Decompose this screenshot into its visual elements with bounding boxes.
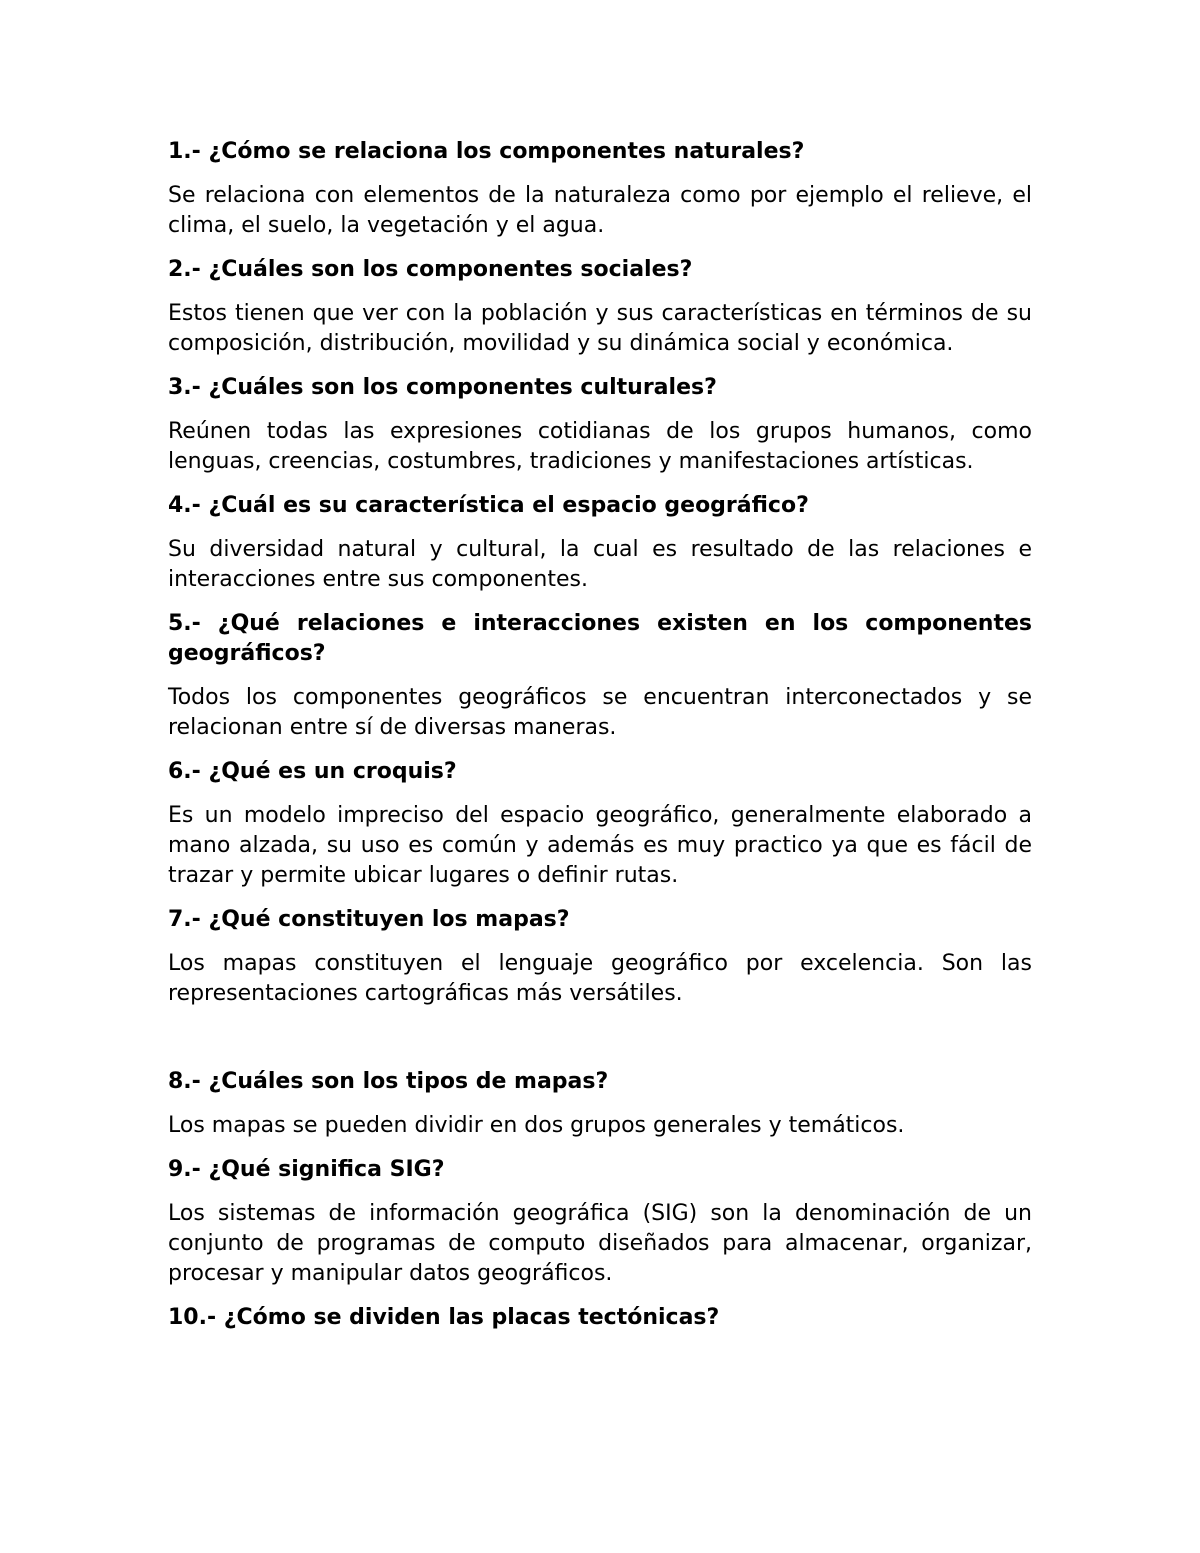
qa-item-4 — [168, 491, 1032, 595]
qa-item-5 — [168, 609, 1032, 743]
question-7: 7.- ¿Qué constituyen los mapas? — [168, 907, 570, 932]
qa-item-3 — [168, 373, 1032, 477]
question-9: 9.- ¿Qué significa SIG? — [168, 1157, 445, 1182]
qa-item-10 — [168, 1303, 1032, 1333]
answer-9: Los sistemas de información geográfica (SIG) son la denominación de un conjunto de programas de computo diseñados para almacenar, organizar, procesar y manipular datos geográficos. — [168, 1201, 1032, 1286]
question-2: 2.- ¿Cuáles son los componentes sociales? — [168, 257, 693, 282]
question-1: 1.- ¿Cómo se relaciona los componentes naturales? — [168, 139, 805, 164]
qa-item-8 — [168, 1067, 1032, 1141]
answer-6: Es un modelo impreciso del espacio geográfico, generalmente elaborado a mano alzada, su uso es común y además es muy practico ya que es fácil de trazar y permite ubicar lugares o definir rutas. — [168, 803, 1032, 888]
qa-item-1 — [168, 137, 1032, 241]
qa-item-6 — [168, 757, 1032, 891]
question-8: 8.- ¿Cuáles son los tipos de mapas? — [168, 1069, 609, 1094]
question-4: 4.- ¿Cuál es su característica el espacio geográfico? — [168, 493, 809, 518]
answer-4: Su diversidad natural y cultural, la cual es resultado de las relaciones e interacciones entre sus componentes. — [168, 537, 1032, 592]
answer-5: Todos los componentes geográficos se encuentran interconectados y se relacionan entre sí de diversas maneras. — [168, 685, 1032, 740]
answer-1: Se relaciona con elementos de la naturaleza como por ejemplo el relieve, el clima, el suelo, la vegetación y el agua. — [168, 183, 1032, 238]
answer-3: Reúnen todas las expresiones cotidianas de los grupos humanos, como lenguas, creencias, costumbres, tradiciones y manifestaciones artísticas. — [168, 419, 1032, 474]
question-3: 3.- ¿Cuáles son los componentes culturales? — [168, 375, 717, 400]
question-10: 10.- ¿Cómo se dividen las placas tectónicas? — [168, 1305, 720, 1330]
answer-7: Los mapas constituyen el lenguaje geográfico por excelencia. Son las representaciones cartográficas más versátiles. — [168, 951, 1032, 1006]
qa-item-2 — [168, 255, 1032, 359]
question-6: 6.- ¿Qué es un croquis? — [168, 759, 457, 784]
qa-item-7 — [168, 905, 1032, 1009]
answer-2: Estos tienen que ver con la población y sus características en términos de su composición, distribución, movilidad y su dinámica social y económica. — [168, 301, 1032, 356]
question-5: 5.- ¿Qué relaciones e interacciones existen en los componentes geográficos? — [168, 611, 1032, 666]
qa-item-9 — [168, 1155, 1032, 1289]
answer-8: Los mapas se pueden dividir en dos grupos generales y temáticos. — [168, 1113, 905, 1138]
document-page — [168, 137, 1032, 1347]
blank-paragraph — [168, 1023, 1032, 1067]
